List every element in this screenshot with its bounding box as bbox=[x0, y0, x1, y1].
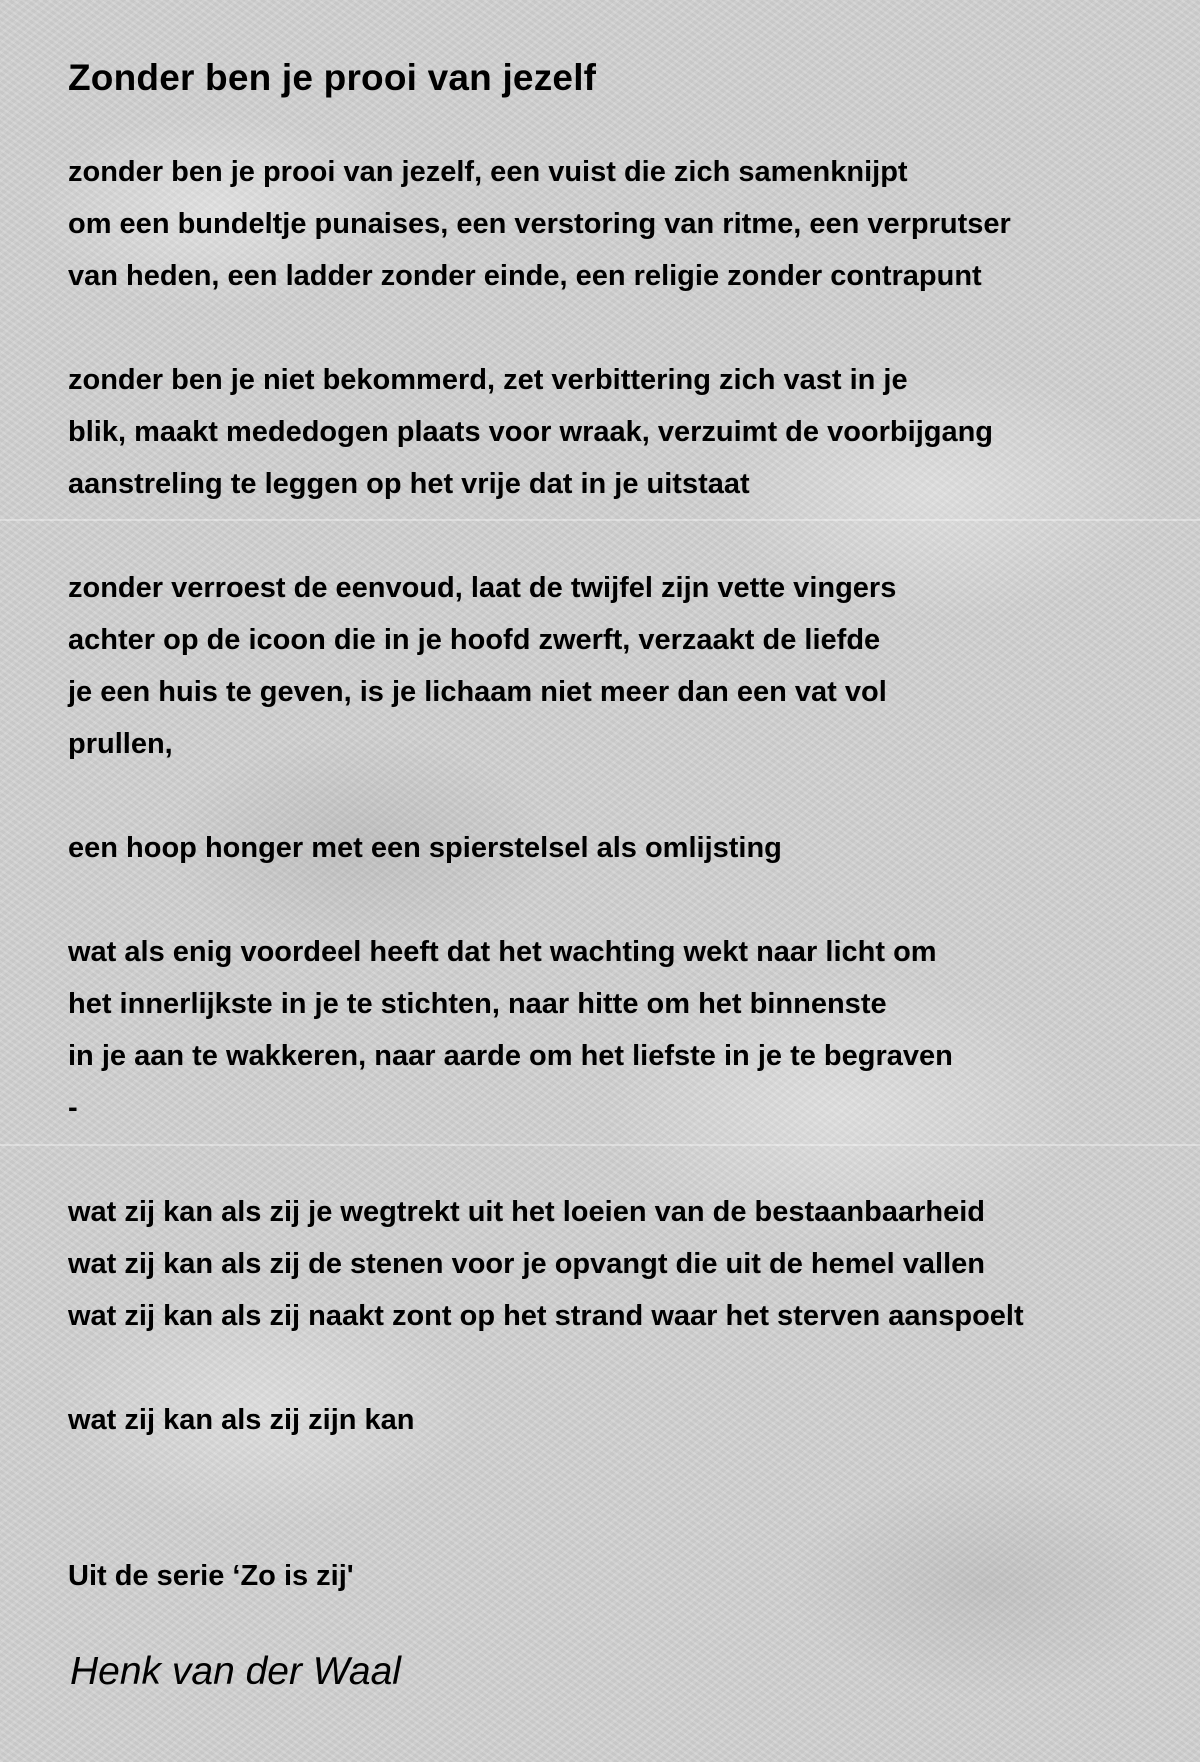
poem-line: wat als enig voordeel heeft dat het wachting wekt naar licht om bbox=[68, 936, 937, 968]
poem-line: zonder ben je niet bekommerd, zet verbittering zich vast in je bbox=[68, 364, 908, 396]
stanza-break bbox=[68, 1446, 1168, 1498]
series-note: Uit de serie ‘Zo is zij' bbox=[68, 1560, 354, 1592]
author-name: Henk van der Waal bbox=[70, 1650, 401, 1693]
poem-container bbox=[68, 48, 1168, 1702]
poem-line: een hoop honger met een spierstelsel als omlijsting bbox=[68, 832, 782, 864]
poem-title: Zonder ben je prooi van jezelf bbox=[68, 57, 597, 98]
poem-line: wat zij kan als zij de stenen voor je opvangt die uit de hemel vallen bbox=[68, 1248, 985, 1280]
poem-line: - bbox=[68, 1092, 78, 1124]
poem-line: zonder ben je prooi van jezelf, een vuist die zich samenknijpt bbox=[68, 156, 908, 188]
poem-line: je een huis te geven, is je lichaam niet meer dan een vat vol bbox=[68, 676, 887, 708]
poem-line: achter op de icoon die in je hoofd zwerft, verzaakt de liefde bbox=[68, 624, 881, 656]
poem-line: wat zij kan als zij je wegtrekt uit het loeien van de bestaanbaarheid bbox=[68, 1196, 985, 1228]
stanza-break bbox=[68, 1498, 1168, 1550]
spacer bbox=[68, 1602, 1168, 1642]
stanza-break bbox=[68, 770, 1168, 822]
poem-line: aanstreling te leggen op het vrije dat in je uitstaat bbox=[68, 468, 750, 500]
poem-body bbox=[68, 146, 1168, 1550]
poem-line: in je aan te wakkeren, naar aarde om het liefste in je te begraven bbox=[68, 1040, 953, 1072]
poem-line: blik, maakt mededogen plaats voor wraak, verzuimt de voorbijgang bbox=[68, 416, 994, 448]
poem-line: wat zij kan als zij zijn kan bbox=[68, 1404, 415, 1436]
poem-line: het innerlijkste in je te stichten, naar hitte om het binnenste bbox=[68, 988, 887, 1020]
stanza-break bbox=[68, 1342, 1168, 1394]
poem-line: om een bundeltje punaises, een verstoring van ritme, een verprutser bbox=[68, 208, 1011, 240]
stanza-break bbox=[68, 1134, 1168, 1186]
stanza-break bbox=[68, 302, 1168, 354]
poem-line: prullen, bbox=[68, 728, 173, 760]
poem-line: wat zij kan als zij naakt zont op het strand waar het sterven aanspoelt bbox=[68, 1300, 1024, 1332]
stanza-break bbox=[68, 874, 1168, 926]
poem-line: van heden, een ladder zonder einde, een religie zonder contrapunt bbox=[68, 260, 982, 292]
poem-line: zonder verroest de eenvoud, laat de twijfel zijn vette vingers bbox=[68, 572, 897, 604]
stanza-break bbox=[68, 510, 1168, 562]
